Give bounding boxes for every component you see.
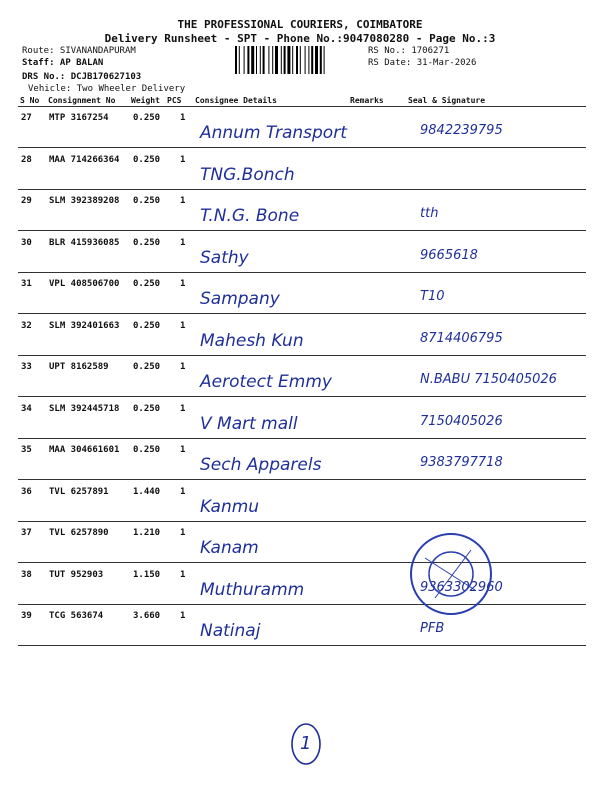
row-sno: 33: [21, 362, 32, 372]
row-divider: [18, 396, 586, 397]
row-weight: 0.250: [133, 321, 161, 331]
row-consignee-handwritten: Muthuramm: [200, 580, 305, 600]
row-divider: [18, 645, 586, 646]
runsheet-subtitle: Delivery Runsheet - SPT - Phone No.:9047080280 - Page No.:3: [104, 32, 496, 45]
col-seal-signature: Seal & Signature: [408, 96, 486, 105]
row-consignee-handwritten: Sech Apparels: [200, 455, 322, 475]
row-divider: [18, 438, 586, 439]
row-signature-handwritten: 9842239795: [420, 123, 503, 138]
col-remarks: Remarks: [350, 96, 384, 105]
row-weight: 0.250: [133, 155, 161, 165]
row-pcs: 1: [180, 321, 186, 331]
row-divider: [18, 147, 586, 148]
col-pcs: PCS: [167, 96, 182, 105]
row-weight: 1.440: [133, 487, 161, 497]
row-signature-handwritten: N.BABU 7150405026: [420, 372, 557, 387]
row-consignment-no: MTP 3167254: [49, 113, 109, 123]
row-weight: 1.150: [133, 570, 161, 580]
row-pcs: 1: [180, 362, 186, 372]
row-signature-handwritten: 9383797718: [420, 455, 503, 470]
row-divider: [18, 355, 586, 356]
col-consignee: Consignee Details: [195, 96, 277, 105]
row-sno: 29: [21, 196, 32, 206]
row-divider: [18, 230, 586, 231]
row-consignment-no: VPL 408506700: [49, 279, 120, 289]
staff-label: Staff: AP BALAN: [22, 58, 104, 68]
col-weight: Weight: [131, 96, 160, 105]
row-divider: [18, 562, 586, 563]
row-sno: 38: [21, 570, 32, 580]
drs-label: DRS No.: DCJB170627103: [22, 72, 142, 82]
row-signature-handwritten: T10: [420, 289, 445, 304]
row-divider: [18, 604, 586, 605]
row-pcs: 1: [180, 279, 186, 289]
row-pcs: 1: [180, 404, 186, 414]
row-weight: 0.250: [133, 113, 161, 123]
row-sno: 27: [21, 113, 32, 123]
row-pcs: 1: [180, 113, 186, 123]
row-signature-handwritten: 9665618: [420, 248, 478, 263]
row-consignment-no: BLR 415936085: [49, 238, 120, 248]
row-signature-handwritten: 7150405026: [420, 414, 503, 429]
row-consignee-handwritten: V Mart mall: [200, 414, 298, 434]
row-divider: [18, 272, 586, 273]
row-weight: 0.250: [133, 279, 161, 289]
row-consignment-no: SLM 392389208: [49, 196, 120, 206]
company-title: THE PROFESSIONAL COURIERS, COIMBATORE: [177, 18, 423, 31]
row-consignee-handwritten: T.N.G. Bone: [200, 206, 300, 226]
row-pcs: 1: [180, 196, 186, 206]
col-sno: S No: [20, 96, 40, 105]
row-pcs: 1: [180, 487, 186, 497]
row-consignee-handwritten: Sathy: [200, 248, 249, 268]
header-rule: [18, 106, 586, 107]
row-consignment-no: SLM 392401663: [49, 321, 120, 331]
row-weight: 0.250: [133, 238, 161, 248]
row-consignment-no: TVL 6257891: [49, 487, 109, 497]
route-label: Route: SIVANANDAPURAM: [22, 46, 136, 56]
row-pcs: 1: [180, 570, 186, 580]
row-consignee-handwritten: Sampany: [200, 289, 280, 309]
row-pcs: 1: [180, 445, 186, 455]
row-consignment-no: TUT 952903: [49, 570, 104, 580]
row-consignee-handwritten: Kanam: [200, 538, 259, 558]
row-pcs: 1: [180, 238, 186, 248]
row-signature-handwritten: PFB: [420, 621, 445, 636]
row-consignment-no: MAA 714266364: [49, 155, 120, 165]
row-consignment-no: TVL 6257890: [49, 528, 109, 538]
barcode: [235, 46, 363, 74]
row-sno: 28: [21, 155, 32, 165]
company-stamp: [405, 528, 497, 620]
row-sno: 32: [21, 321, 32, 331]
row-consignee-handwritten: Annum Transport: [200, 123, 347, 143]
row-sno: 39: [21, 611, 32, 621]
row-pcs: 1: [180, 611, 186, 621]
vehicle-label: Vehicle: Two Wheeler Delivery: [28, 84, 186, 94]
row-sno: 37: [21, 528, 32, 538]
row-signature-handwritten: tth: [420, 206, 439, 221]
row-divider: [18, 521, 586, 522]
row-sno: 34: [21, 404, 32, 414]
page-mark-number: 1: [300, 733, 312, 754]
row-sno: 35: [21, 445, 32, 455]
row-sno: 31: [21, 279, 32, 289]
row-consignee-handwritten: Natinaj: [200, 621, 261, 641]
row-divider: [18, 189, 586, 190]
row-divider: [18, 313, 586, 314]
row-weight: 0.250: [133, 196, 161, 206]
col-consignment: Consignment No: [48, 96, 116, 105]
row-sno: 30: [21, 238, 32, 248]
row-consignee-handwritten: TNG.Bonch: [200, 165, 295, 185]
row-consignment-no: SLM 392445718: [49, 404, 120, 414]
row-divider: [18, 479, 586, 480]
row-pcs: 1: [180, 155, 186, 165]
row-pcs: 1: [180, 528, 186, 538]
row-consignment-no: UPT 8162589: [49, 362, 109, 372]
row-consignee-handwritten: Kanmu: [200, 497, 260, 517]
row-weight: 0.250: [133, 445, 161, 455]
row-consignment-no: MAA 304661601: [49, 445, 120, 455]
row-consignee-handwritten: Mahesh Kun: [200, 331, 304, 351]
rs-date: RS Date: 31-Mar-2026: [368, 58, 477, 68]
rs-number: RS No.: 1706271: [368, 46, 450, 56]
row-weight: 0.250: [133, 362, 161, 372]
row-sno: 36: [21, 487, 32, 497]
row-weight: 0.250: [133, 404, 161, 414]
row-signature-handwritten: 9363302960: [420, 580, 503, 595]
row-consignment-no: TCG 563674: [49, 611, 104, 621]
row-consignee-handwritten: Aerotect Emmy: [200, 372, 332, 392]
row-weight: 1.210: [133, 528, 161, 538]
row-weight: 3.660: [133, 611, 161, 621]
row-signature-handwritten: 8714406795: [420, 331, 503, 346]
